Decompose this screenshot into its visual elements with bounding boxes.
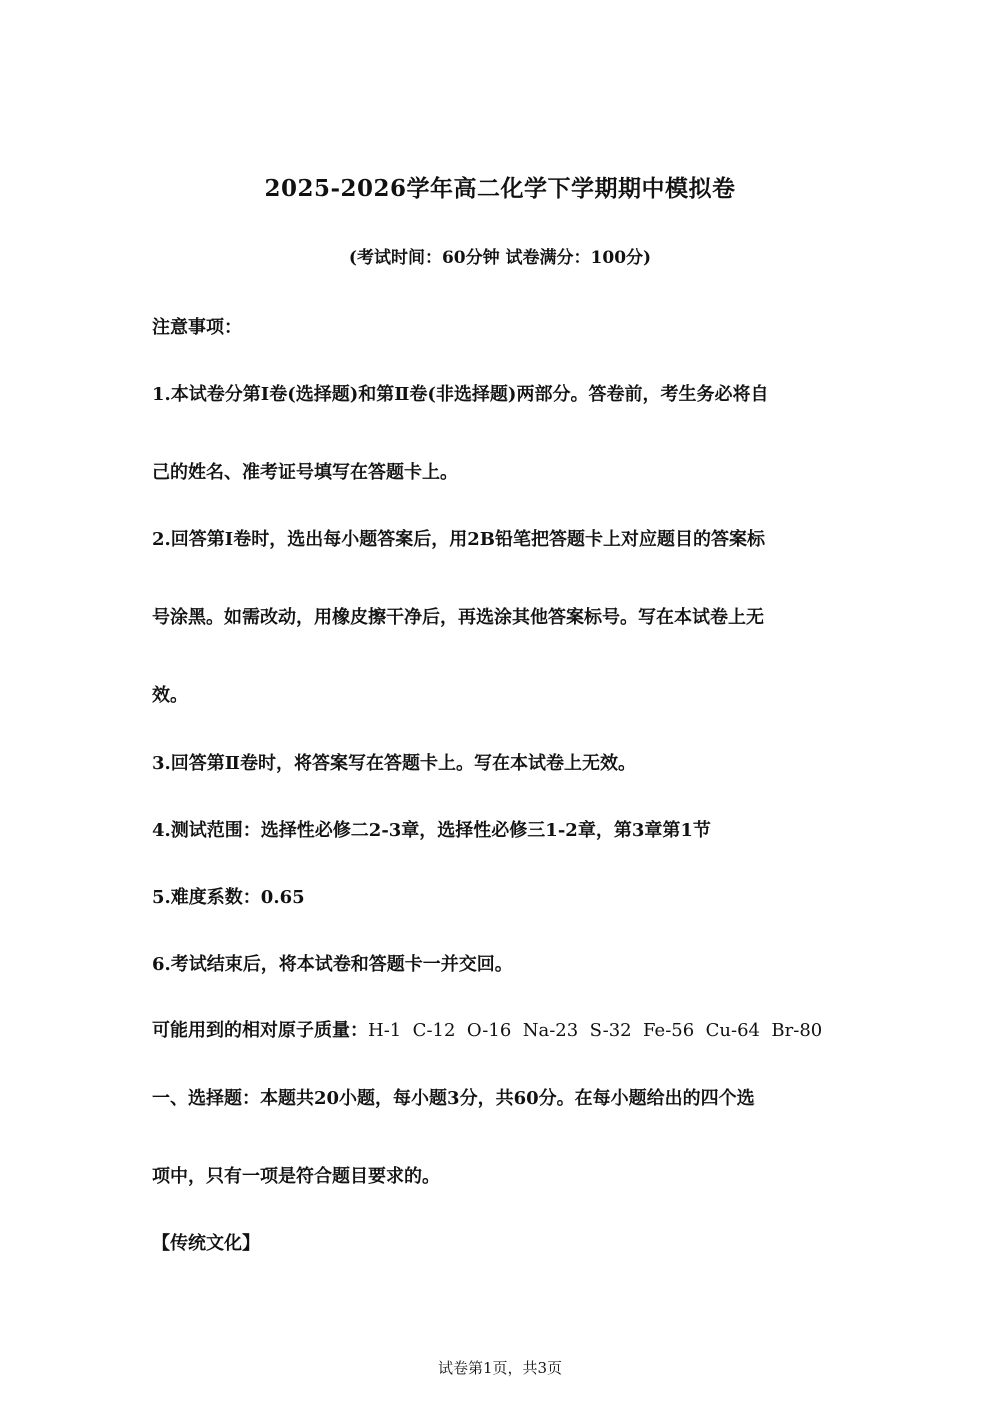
page-footer: 试卷第1页，共3页: [437, 1359, 563, 1377]
exam-title: 2025-2026学年高二化学下学期期中模拟卷: [264, 175, 736, 202]
section-1-line-2: 项中，只有一项是符合题目要求的。: [152, 1166, 440, 1187]
section-1-line-1: 一、选择题：本题共20小题，每小题3分，共60分。在每小题给出的四个选: [152, 1088, 755, 1109]
notice-item-4: 4.测试范围：选择性必修二2-3章，选择性必修三1-2章，第3章第1节: [152, 820, 711, 841]
atomic-mass-label: 可能用到的相对原子质量：: [152, 1020, 368, 1041]
notice-item-2-line-2: 号涂黑。如需改动，用橡皮擦干净后，再选涂其他答案标号。写在本试卷上无: [152, 607, 764, 628]
atomic-mass-line: [152, 1016, 822, 1042]
notice-item-1-line-2: 己的姓名、准考证号填写在答题卡上。: [152, 462, 458, 483]
notice-item-5: 5.难度系数：0.65: [152, 887, 305, 908]
notice-heading: 注意事项：: [152, 317, 242, 338]
notice-item-3: 3.回答第Ⅱ卷时，将答案写在答题卡上。写在本试卷上无效。: [152, 753, 636, 774]
notice-item-2-line-1: 2.回答第Ⅰ卷时，选出每小题答案后，用2B铅笔把答题卡上对应题目的答案标: [152, 529, 765, 550]
atomic-mass-values: H-1 C-12 O-16 Na-23 S-32 Fe-56 Cu-64 Br-80: [368, 1020, 823, 1041]
topic-heading: 【传统文化】: [152, 1233, 260, 1254]
notice-item-6: 6.考试结束后，将本试卷和答题卡一并交回。: [152, 954, 513, 975]
notice-item-1-line-1: 1.本试卷分第Ⅰ卷(选择题)和第Ⅱ卷(非选择题)两部分。答卷前，考生务必将自: [152, 384, 769, 405]
notice-item-2-line-3: 效。: [152, 685, 188, 706]
exam-subtitle: (考试时间：60分钟 试卷满分：100分): [348, 248, 652, 268]
